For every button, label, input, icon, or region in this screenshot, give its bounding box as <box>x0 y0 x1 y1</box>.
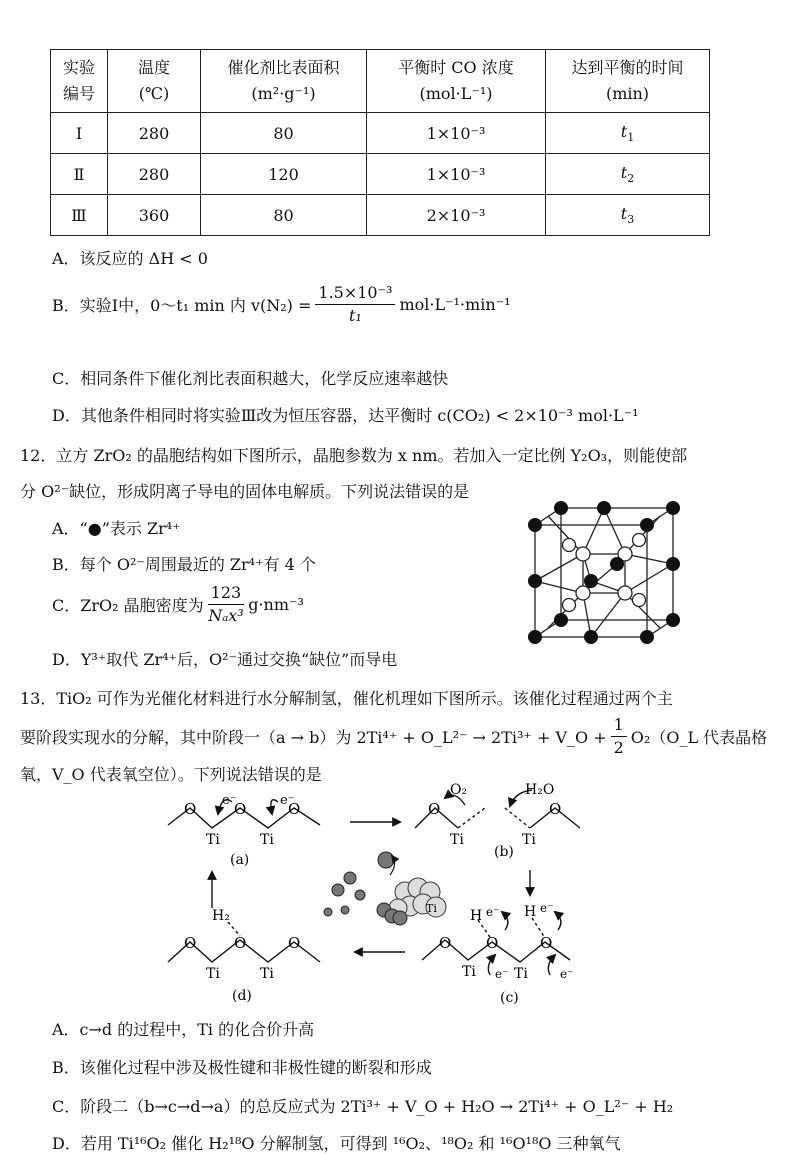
q11-b-text: B．实验Ⅰ中，0～t₁ min 内 v(N₂) = <box>52 296 312 315</box>
experiment-table <box>50 49 710 236</box>
table-row <box>51 195 710 236</box>
label-d: (d) <box>232 988 252 1004</box>
q11-option-a: A．该反应的 ΔH < 0 <box>52 249 208 268</box>
tio2-particle-illustration <box>324 852 446 925</box>
q11-option-d: D．其他条件相同时将实验Ⅲ改为恒压容器，达平衡时 c(CO₂) < 2×10⁻³ mol·L⁻¹ <box>52 406 639 425</box>
cell-time: $t_2$ <box>546 154 710 195</box>
atom-o: O <box>184 934 197 952</box>
q13-line2-tail: O₂（O_L 代表晶格 <box>630 728 768 747</box>
atom-ti: Ti <box>514 966 528 982</box>
fraction-denominator: t₁ <box>349 306 362 325</box>
q12-c-unit: g·nm⁻³ <box>248 595 304 614</box>
atom-o: O <box>288 800 301 818</box>
electron-label: e⁻ <box>560 967 574 981</box>
q11-option-c: C．相同条件下催化剂比表面积越大，化学反应速率越快 <box>52 369 449 388</box>
q12-stem-line1: 12．立方 ZrO₂ 的晶胞结构如下图所示，晶胞参数为 x nm。若加入一定比例 Y₂O₃，则能使部 <box>20 446 688 465</box>
atom-ti: Ti <box>260 966 274 982</box>
header-time: 达到平衡的时间 (min) <box>546 50 710 113</box>
q13-stem-line1: 13．TiO₂ 可作为光催化材料进行水分解制氢，催化机理如下图所示。该催化过程通过两个主 <box>20 689 673 708</box>
crystal-cell-figure <box>525 500 685 650</box>
atom-o: O <box>540 934 553 952</box>
h2-label: H₂ <box>212 908 230 924</box>
cell-co: 2×10⁻³ <box>367 195 546 236</box>
label-b: (b) <box>494 844 514 860</box>
atom-o: O <box>184 800 197 818</box>
table-row <box>51 154 710 195</box>
cell-id: Ⅲ <box>51 195 108 236</box>
q11-option-b <box>52 284 511 325</box>
q12-stem-line2: 分 O²⁻缺位，形成阴离子导电的固体电解质。下列说法错误的是 <box>20 482 470 501</box>
cell-temp: 360 <box>108 195 201 236</box>
header-temp: 温度 (℃) <box>108 50 201 113</box>
cell-time: $t_3$ <box>546 195 710 236</box>
electron-label: e⁻ <box>540 901 554 915</box>
electron-label: e⁻ <box>486 905 500 919</box>
cell-temp: 280 <box>108 154 201 195</box>
q12-option-d: D．Y³⁺取代 Zr⁴⁺后，O²⁻通过交换“缺位”而导电 <box>52 650 398 669</box>
atom-h: H <box>470 908 483 924</box>
fraction-numerator: 1 <box>611 716 627 737</box>
q13-line2-text: 要阶段实现水的分解，其中阶段一（a → b）为 2Ti⁴⁺ + O_L²⁻ → 2Ti³⁺ + V_O + <box>20 728 607 747</box>
fraction-denominator: Nₐx³ <box>208 606 244 625</box>
q12-c-fraction <box>208 584 245 625</box>
fraction-numerator: 1.5×10⁻³ <box>315 284 395 305</box>
header-co: 平衡时 CO 浓度 (mol·L⁻¹) <box>367 50 546 113</box>
atom-o: O <box>486 934 499 952</box>
o2-label: O₂ <box>450 782 468 798</box>
atom-o: O <box>234 934 247 952</box>
table-header-row <box>51 50 710 113</box>
q13-stem-line2 <box>20 716 767 757</box>
atom-ti: Ti <box>206 966 220 982</box>
header-id: 实验 编号 <box>51 50 108 113</box>
cell-temp: 280 <box>108 113 201 154</box>
cell-id: Ⅰ <box>51 113 108 154</box>
electron-label: e⁻ <box>222 793 237 808</box>
q12-option-a: A．“●”表示 Zr⁴⁺ <box>52 519 181 538</box>
q13-option-d: D．若用 Ti¹⁶O₂ 催化 H₂¹⁸O 分解制氢，可得到 ¹⁶O₂、¹⁸O₂ 和 ¹⁶O¹⁸O 三种氧气 <box>52 1134 621 1153</box>
cell-area: 120 <box>201 154 367 195</box>
atom-h: H <box>524 904 537 920</box>
atom-ti: Ti <box>260 832 274 848</box>
header-area: 催化剂比表面积 (m²·g⁻¹) <box>201 50 367 113</box>
atom-ti: Ti <box>462 964 476 980</box>
q13-option-b: B．该催化过程中涉及极性键和非极性键的断裂和形成 <box>52 1058 432 1077</box>
cell-id: Ⅱ <box>51 154 108 195</box>
q12-c-text: C．ZrO₂ 晶胞密度为 <box>52 596 204 615</box>
particle-ti-label: Ti <box>426 902 437 915</box>
q11-b-fraction <box>315 284 395 325</box>
cell-area: 80 <box>201 113 367 154</box>
label-a: (a) <box>230 852 250 868</box>
label-c: (c) <box>500 990 519 1006</box>
cell-co: 1×10⁻³ <box>367 154 546 195</box>
mechanism-diagram <box>160 780 600 1006</box>
electron-label: e⁻ <box>495 967 509 981</box>
q11-b-unit: mol·L⁻¹·min⁻¹ <box>399 295 511 314</box>
fraction-denominator: 2 <box>613 738 624 757</box>
atom-o: O <box>428 800 441 818</box>
cell-area: 80 <box>201 195 367 236</box>
cell-co: 1×10⁻³ <box>367 113 546 154</box>
q13-option-a: A．c→d 的过程中，Ti 的化合价升高 <box>52 1020 315 1039</box>
atom-o: O <box>549 800 562 818</box>
atom-o: O <box>288 934 301 952</box>
electron-label: e⁻ <box>280 793 295 808</box>
atom-o: O <box>234 800 247 818</box>
q13-half-fraction <box>611 716 627 757</box>
atom-ti: Ti <box>206 832 220 848</box>
q13-option-c: C．阶段二（b→c→d→a）的总反应式为 2Ti³⁺ + V_O + H₂O → 2Ti⁴⁺ + O_L²⁻ + H₂ <box>52 1097 674 1116</box>
q12-option-c <box>52 584 304 625</box>
h2o-label: H₂O <box>525 782 555 798</box>
atom-ti: Ti <box>450 832 464 848</box>
atom-o: O <box>439 934 452 952</box>
atom-ti: Ti <box>522 832 536 848</box>
table-row <box>51 113 710 154</box>
fraction-numerator: 123 <box>208 584 245 605</box>
cell-time: $t_1$ <box>546 113 710 154</box>
q13-stem-line3: 氧，V_O 代表氧空位）。下列说法错误的是 <box>20 765 322 784</box>
q12-option-b: B．每个 O²⁻周围最近的 Zr⁴⁺有 4 个 <box>52 555 316 574</box>
